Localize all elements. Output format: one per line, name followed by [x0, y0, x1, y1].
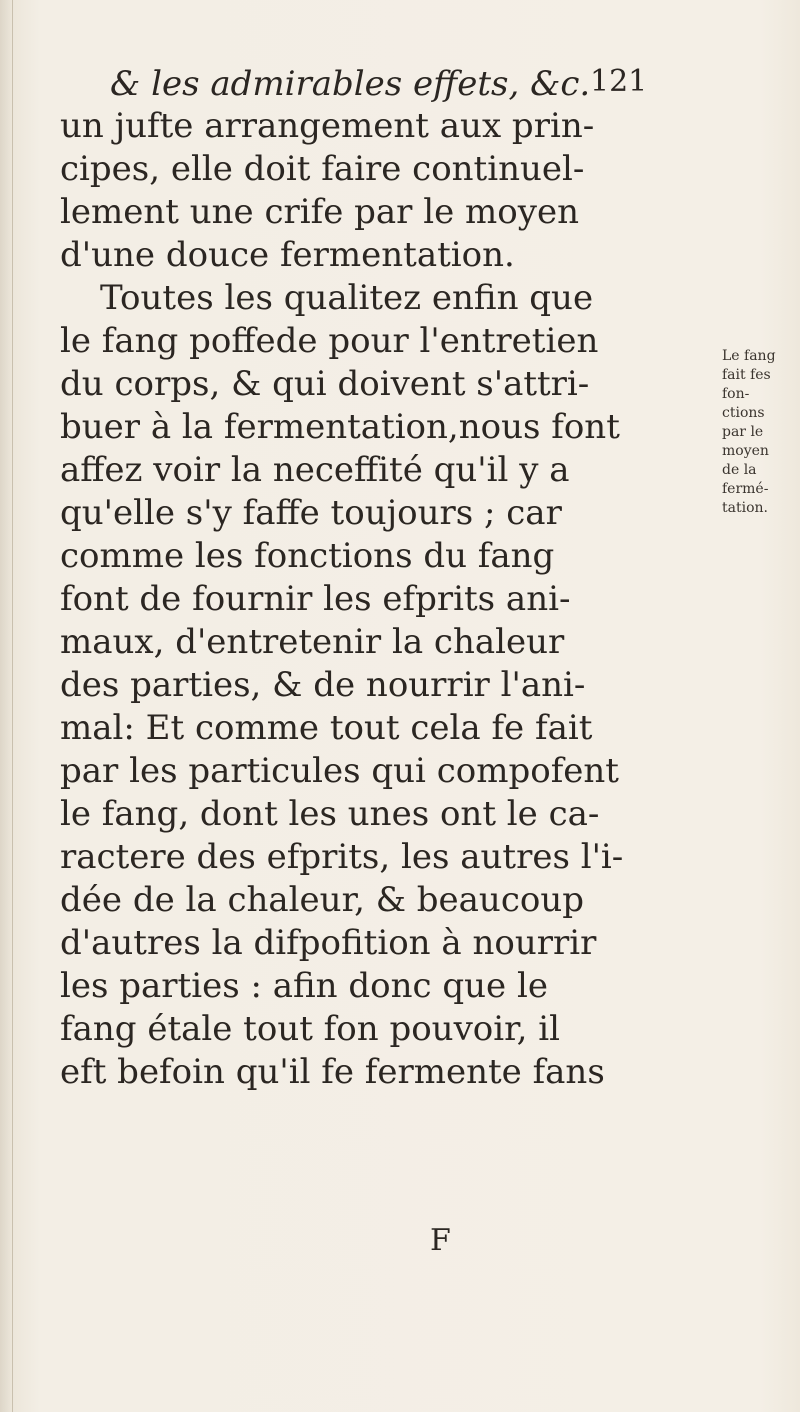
text-line: maux, d'entretenir la chaleur [60, 622, 565, 662]
margin-note-line: tation. [722, 500, 768, 516]
signature-mark: F [430, 1223, 451, 1258]
text-line: les parties : afin donc que le [60, 966, 548, 1006]
margin-note-line: de la [722, 462, 757, 478]
page-gutter [12, 0, 13, 1412]
body-text [60, 105, 710, 1094]
running-header [110, 64, 710, 104]
text-line: eft befoin qu'il fe fermente fans [60, 1052, 605, 1092]
text-line: un jufte arrangement aux prin- [60, 106, 595, 146]
margin-note-line: moyen [722, 443, 769, 459]
text-line: lement une crife par le moyen [60, 192, 579, 232]
text-line: comme les fonctions du fang [60, 536, 555, 576]
text-line: Toutes les qualitez enfin que [100, 278, 594, 318]
text-line: du corps, & qui doivent s'attri- [60, 364, 590, 404]
margin-note-line: ctions [722, 405, 765, 421]
margin-note-line: fon- [722, 386, 750, 402]
text-line: ractere des efprits, les autres l'i- [60, 837, 624, 877]
page-number: 121 [590, 64, 648, 99]
margin-note-line: fermé- [722, 481, 769, 497]
text-line: par les particules qui compofent [60, 751, 619, 791]
margin-note [722, 347, 800, 518]
text-line: qu'elle s'y faffe toujours ; car [60, 493, 562, 533]
text-line: affez voir la neceffité qu'il y a [60, 450, 570, 490]
text-line: des parties, & de nourrir l'ani- [60, 665, 586, 705]
text-line: le fang poffede pour l'entretien [60, 321, 599, 361]
text-line: d'autres la difpofition à nourrir [60, 923, 597, 963]
text-line: cipes, elle doit faire continuel- [60, 149, 585, 189]
margin-note-line: fait fes [722, 367, 771, 383]
margin-note-line: Le fang [722, 348, 776, 364]
text-line: dée de la chaleur, & beaucoup [60, 880, 584, 920]
text-line: fang étale tout fon pouvoir, il [60, 1009, 561, 1049]
margin-note-line: par le [722, 424, 764, 440]
text-line: font de fournir les efprits ani- [60, 579, 571, 619]
running-title: & les admirables effets, &c. [110, 64, 591, 104]
text-line: mal: Et comme tout cela fe fait [60, 708, 593, 748]
text-line: le fang, dont les unes ont le ca- [60, 794, 600, 834]
text-line: buer à la fermentation,nous font [60, 407, 620, 447]
text-line: d'une douce fermentation. [60, 235, 515, 275]
